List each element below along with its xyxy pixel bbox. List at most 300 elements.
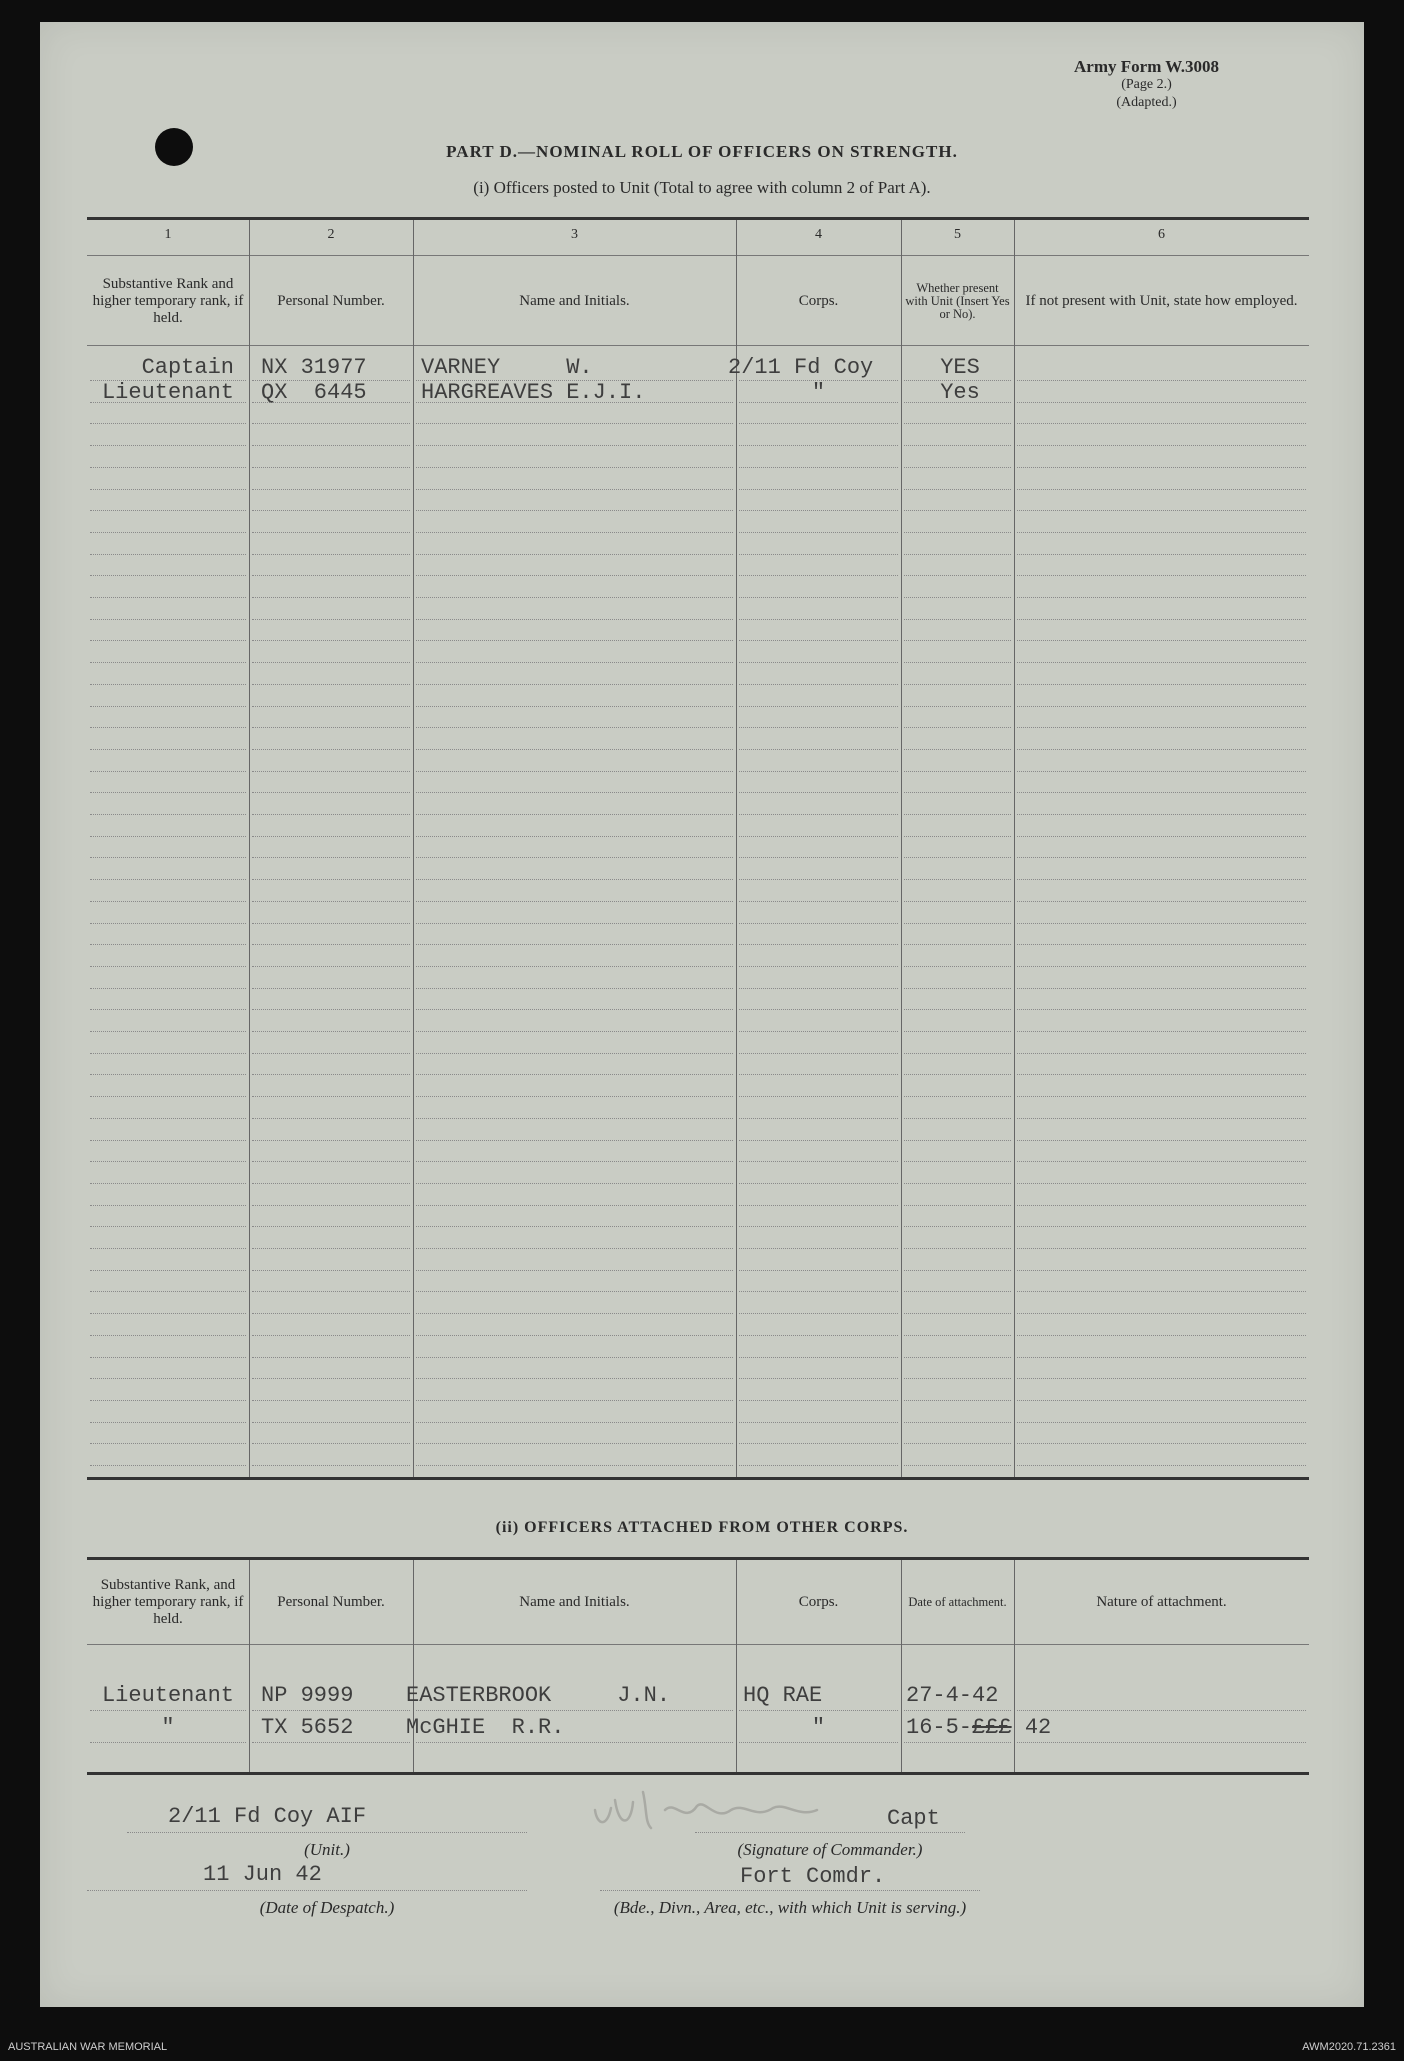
ruled-line (252, 467, 410, 468)
ruled-line (739, 792, 898, 793)
ruled-line (1017, 1248, 1306, 1249)
ruled-line (252, 1465, 410, 1466)
ruled-line (904, 1335, 1011, 1336)
ruled-line (90, 988, 246, 989)
header-corps: Corps. (798, 292, 839, 309)
ruled-line (252, 771, 410, 772)
ruled-line (252, 1357, 410, 1358)
ruled-line (904, 1465, 1011, 1466)
ruled-line (904, 923, 1011, 924)
ruled-line (252, 1710, 410, 1711)
header-personal-number: Personal Number. (277, 292, 385, 309)
ruled-line (739, 1378, 898, 1379)
ii-row-corps: " (811, 1715, 826, 1740)
ruled-line (416, 575, 733, 576)
ruled-line (739, 1226, 898, 1227)
ruled-line (90, 640, 246, 641)
part-d-subtitle: (i) Officers posted to Unit (Total to agree with column 2 of Part A). (473, 178, 931, 197)
ruled-line (904, 836, 1011, 837)
ruled-line (416, 1742, 733, 1743)
row-present: YES (940, 355, 980, 380)
part-d-col-divider (736, 220, 737, 1477)
ruled-line (416, 1074, 733, 1075)
ruled-line (904, 771, 1011, 772)
ruled-line (904, 619, 1011, 620)
header-employed: If not present with Unit, state how employed. (1025, 292, 1298, 309)
ruled-line (739, 1074, 898, 1075)
ruled-line (90, 879, 246, 880)
ruled-line (416, 445, 733, 446)
ruled-line (252, 1031, 410, 1032)
ruled-line (739, 814, 898, 815)
ruled-line (90, 1140, 246, 1141)
ii-row-rank: " (161, 1715, 175, 1740)
ruled-line (904, 575, 1011, 576)
ruled-line (739, 901, 898, 902)
ruled-line (904, 467, 1011, 468)
date-label: (Date of Despatch.) (259, 1898, 395, 1917)
unit-label: (Unit.) (304, 1840, 350, 1859)
ruled-line (90, 532, 246, 533)
part-ii-col-divider (249, 1560, 250, 1772)
header-present: Whether present with Unit (Insert Yes or No). (905, 280, 1010, 321)
signature-suffix: Capt (887, 1806, 940, 1831)
ruled-line (416, 1140, 733, 1141)
date-value: 11 Jun 42 (203, 1862, 322, 1887)
ruled-line (1017, 1335, 1306, 1336)
ii-row-date: 27-4-42 (906, 1683, 999, 1708)
ruled-line (739, 988, 898, 989)
ruled-line (739, 1422, 898, 1423)
ruled-line (739, 966, 898, 967)
ruled-line (1017, 445, 1306, 446)
ruled-line (1017, 619, 1306, 620)
header-name: Name and Initials. (519, 292, 630, 309)
ii-row-date-struck: £££ (972, 1715, 1012, 1740)
ii-row-corps: HQ RAE (743, 1683, 823, 1708)
ruled-line (904, 554, 1011, 555)
ruled-line (416, 510, 733, 511)
ruled-line (252, 1183, 410, 1184)
ruled-line (252, 879, 410, 880)
ruled-line (904, 597, 1011, 598)
ruled-line (904, 966, 1011, 967)
ruled-line (1017, 489, 1306, 490)
ruled-line (416, 423, 733, 424)
ruled-line (1017, 1096, 1306, 1097)
part-d-title: PART D.—NOMINAL ROLL OF OFFICERS ON STRENGTH. (446, 142, 958, 161)
ruled-line (739, 1357, 898, 1358)
ruled-line (1017, 988, 1306, 989)
ruled-line (90, 1742, 246, 1743)
ruled-line (1017, 1074, 1306, 1075)
ruled-line (739, 662, 898, 663)
ruled-line (252, 1742, 410, 1743)
form-adapted: (Adapted.) (1116, 95, 1177, 110)
ruled-line (739, 944, 898, 945)
ruled-line (90, 706, 246, 707)
ruled-line (904, 901, 1011, 902)
ruled-line (1017, 402, 1306, 403)
ruled-line (416, 1378, 733, 1379)
part-d-col-divider (901, 220, 902, 1477)
ruled-line (252, 944, 410, 945)
ruled-line (739, 1335, 898, 1336)
ruled-line (739, 1183, 898, 1184)
ruled-line (739, 1465, 898, 1466)
ruled-line (416, 489, 733, 490)
ruled-line (90, 1031, 246, 1032)
ruled-line (739, 1313, 898, 1314)
ruled-line (739, 640, 898, 641)
ruled-line (739, 1291, 898, 1292)
ruled-line (1017, 1422, 1306, 1423)
ruled-line (416, 684, 733, 685)
ruled-line (252, 1443, 410, 1444)
form-page: (Page 2.) (1121, 77, 1172, 92)
ruled-line (416, 1291, 733, 1292)
ruled-line (1017, 532, 1306, 533)
ruled-line (739, 1710, 898, 1711)
ruled-line (904, 814, 1011, 815)
ruled-line (416, 836, 733, 837)
ruled-line (252, 575, 410, 576)
ruled-line (739, 1009, 898, 1010)
ruled-line (416, 1422, 733, 1423)
ruled-line (90, 727, 246, 728)
ruled-line (904, 1270, 1011, 1271)
part-ii-bottom-rule (87, 1772, 1309, 1775)
part-ii-header-rule (87, 1644, 1309, 1645)
part-d-col-divider (413, 220, 414, 1477)
ruled-line (252, 1053, 410, 1054)
ruled-line (1017, 1031, 1306, 1032)
ruled-line (1017, 684, 1306, 685)
ruled-line (1017, 706, 1306, 707)
part-ii-title: (ii) OFFICERS ATTACHED FROM OTHER CORPS. (495, 1519, 909, 1536)
ruled-line (90, 944, 246, 945)
ruled-line (739, 1270, 898, 1271)
ruled-line (416, 532, 733, 533)
ruled-line (90, 1161, 246, 1162)
ruled-line (252, 1248, 410, 1249)
ii-row-name: EASTERBROOK J.N. (406, 1683, 671, 1708)
ruled-line (416, 1161, 733, 1162)
ruled-line (416, 640, 733, 641)
col-number: 4 (815, 227, 822, 242)
part-ii-col-divider (901, 1560, 902, 1772)
ii-row-name: McGHIE R.R. (406, 1715, 565, 1740)
ruled-line (1017, 771, 1306, 772)
ruled-line (252, 1422, 410, 1423)
ruled-line (90, 662, 246, 663)
ruled-line (252, 489, 410, 490)
ruled-line (90, 445, 246, 446)
ruled-line (739, 532, 898, 533)
ruled-line (416, 1270, 733, 1271)
ruled-line (90, 684, 246, 685)
ruled-line (904, 489, 1011, 490)
ruled-line (252, 554, 410, 555)
ruled-line (252, 1140, 410, 1141)
ruled-line (904, 1183, 1011, 1184)
row-corps: 2/11 Fd Coy (728, 355, 874, 380)
row-name: VARNEY W. (421, 355, 593, 380)
ii-row-date: 16-5- (906, 1715, 973, 1740)
ruled-line (739, 771, 898, 772)
ruled-line (904, 1118, 1011, 1119)
ruled-line (739, 597, 898, 598)
ruled-line (739, 749, 898, 750)
ruled-line (252, 749, 410, 750)
ruled-line (739, 879, 898, 880)
ruled-line (416, 662, 733, 663)
ruled-line (416, 1183, 733, 1184)
ruled-line (252, 619, 410, 620)
ruled-line (90, 1118, 246, 1119)
ruled-line (904, 640, 1011, 641)
ruled-line (90, 1270, 246, 1271)
part-ii-top-rule (87, 1557, 1309, 1560)
ruled-line (252, 640, 410, 641)
ruled-line (739, 510, 898, 511)
header-rank: Substantive Rank and higher temporary rank, if held. (92, 275, 244, 326)
signature-dotted-line (695, 1832, 965, 1833)
ruled-line (252, 1400, 410, 1401)
ruled-line (416, 619, 733, 620)
ruled-line (252, 1161, 410, 1162)
ruled-line (252, 532, 410, 533)
ruled-line (739, 1443, 898, 1444)
ruled-line (904, 510, 1011, 511)
ruled-line (739, 1118, 898, 1119)
ruled-line (1017, 792, 1306, 793)
ruled-line (1017, 1140, 1306, 1141)
ruled-line (90, 901, 246, 902)
ii-row-date-end: 42 (1011, 1715, 1052, 1740)
ii-row-personal-number: TX 5652 (261, 1715, 354, 1740)
ruled-line (90, 1443, 246, 1444)
ruled-line (416, 1443, 733, 1444)
ruled-line (904, 445, 1011, 446)
ruled-line (252, 684, 410, 685)
ii-header-name: Name and Initials. (519, 1593, 630, 1610)
ruled-line (416, 1335, 733, 1336)
ruled-line (90, 1313, 246, 1314)
ruled-line (904, 792, 1011, 793)
ruled-line (416, 901, 733, 902)
ruled-line (739, 445, 898, 446)
ruled-line (739, 706, 898, 707)
ruled-line (1017, 1183, 1306, 1184)
ruled-line (739, 423, 898, 424)
ruled-line (416, 857, 733, 858)
ruled-line (904, 749, 1011, 750)
form-number: Army Form W.3008 (1074, 57, 1219, 76)
ruled-line (1017, 923, 1306, 924)
ruled-line (416, 923, 733, 924)
ruled-line (739, 923, 898, 924)
ruled-line (90, 771, 246, 772)
ruled-line (252, 662, 410, 663)
part-d-header-rule (87, 345, 1309, 346)
ruled-line (739, 1248, 898, 1249)
ruled-line (252, 706, 410, 707)
ruled-line (90, 1096, 246, 1097)
ruled-line (904, 1226, 1011, 1227)
ruled-line (904, 1205, 1011, 1206)
ruled-line (416, 771, 733, 772)
ruled-line (416, 814, 733, 815)
ruled-line (904, 1031, 1011, 1032)
ruled-line (416, 1710, 733, 1711)
part-ii-col-divider (1014, 1560, 1015, 1772)
ruled-line (739, 1742, 898, 1743)
ruled-line (252, 1378, 410, 1379)
ruled-line (416, 1357, 733, 1358)
ruled-line (416, 1096, 733, 1097)
ruled-line (739, 1400, 898, 1401)
ruled-line (416, 944, 733, 945)
ruled-line (1017, 380, 1306, 381)
ruled-line (739, 1096, 898, 1097)
ruled-line (416, 1465, 733, 1466)
row-present: Yes (940, 380, 980, 405)
ruled-line (252, 1205, 410, 1206)
ruled-line (90, 923, 246, 924)
ruled-line (252, 901, 410, 902)
ruled-line (739, 1053, 898, 1054)
ruled-line (1017, 1118, 1306, 1119)
ruled-line (1017, 966, 1306, 967)
ruled-line (90, 1710, 246, 1711)
ruled-line (252, 727, 410, 728)
ruled-line (1017, 1161, 1306, 1162)
ii-header-date: Date of attachment. (908, 1594, 1007, 1609)
row-personal-number: NX 31977 (261, 355, 367, 380)
ruled-line (90, 1074, 246, 1075)
ruled-line (1017, 554, 1306, 555)
ruled-line (1017, 1742, 1306, 1743)
ruled-line (739, 575, 898, 576)
ruled-line (739, 1031, 898, 1032)
col-number: 3 (571, 227, 578, 242)
date-dotted-line (87, 1890, 527, 1891)
ruled-line (90, 1465, 246, 1466)
ruled-line (416, 1400, 733, 1401)
ruled-line (904, 1140, 1011, 1141)
row-personal-number: QX 6445 (261, 380, 367, 405)
ruled-line (252, 423, 410, 424)
ruled-line (252, 1270, 410, 1271)
ruled-line (739, 684, 898, 685)
ruled-line (739, 1140, 898, 1141)
ruled-line (1017, 597, 1306, 598)
ruled-line (739, 467, 898, 468)
ii-row-personal-number: NP 9999 (261, 1683, 354, 1708)
ruled-line (904, 857, 1011, 858)
ruled-line (904, 1378, 1011, 1379)
ruled-line (90, 966, 246, 967)
ruled-line (90, 1422, 246, 1423)
ruled-line (252, 1096, 410, 1097)
ruled-line (90, 1357, 246, 1358)
ruled-line (252, 836, 410, 837)
ruled-line (416, 1313, 733, 1314)
ruled-line (904, 1291, 1011, 1292)
ruled-line (904, 1357, 1011, 1358)
ruled-line (90, 857, 246, 858)
ruled-line (90, 1226, 246, 1227)
ruled-line (416, 727, 733, 728)
ruled-line (416, 879, 733, 880)
ruled-line (1017, 1291, 1306, 1292)
ruled-line (904, 1096, 1011, 1097)
ruled-line (416, 1118, 733, 1119)
ruled-line (252, 1291, 410, 1292)
ruled-line (90, 1248, 246, 1249)
ruled-line (1017, 836, 1306, 837)
ruled-line (90, 510, 246, 511)
ruled-line (252, 510, 410, 511)
ruled-line (90, 749, 246, 750)
part-d-number-rule (87, 255, 1309, 256)
ruled-line (252, 1335, 410, 1336)
ruled-line (416, 792, 733, 793)
ruled-line (739, 1161, 898, 1162)
ruled-line (90, 1335, 246, 1336)
ruled-line (90, 597, 246, 598)
ruled-line (1017, 1313, 1306, 1314)
ii-row-rank: Lieutenant (101, 1683, 234, 1708)
ruled-line (416, 1248, 733, 1249)
ruled-line (904, 988, 1011, 989)
ruled-line (416, 597, 733, 598)
credit-left: AUSTRALIAN WAR MEMORIAL (8, 2041, 168, 2053)
bde-label: (Bde., Divn., Area, etc., with which Unit is serving.) (613, 1898, 967, 1917)
ruled-line (1017, 1710, 1306, 1711)
ruled-line (1017, 423, 1306, 424)
ruled-line (252, 988, 410, 989)
ii-row-date-group (906, 1715, 1051, 1740)
ruled-line (1017, 1009, 1306, 1010)
ruled-line (90, 836, 246, 837)
ruled-line (1017, 727, 1306, 728)
ruled-line (739, 857, 898, 858)
ii-header-rank: Substantive Rank, and higher temporary rank, if held. (92, 1576, 244, 1627)
ruled-line (904, 879, 1011, 880)
signature-label: (Signature of Commander.) (737, 1840, 923, 1859)
row-corps: " (811, 380, 826, 405)
ruled-line (739, 727, 898, 728)
ruled-line (252, 1313, 410, 1314)
ruled-line (416, 467, 733, 468)
ruled-line (416, 1205, 733, 1206)
col-number: 2 (327, 227, 335, 242)
ruled-line (1017, 1443, 1306, 1444)
ruled-line (904, 1422, 1011, 1423)
row-rank: Captain (141, 355, 234, 380)
col-number: 1 (164, 227, 172, 242)
ruled-line (904, 1161, 1011, 1162)
ruled-line (416, 1009, 733, 1010)
ruled-line (252, 857, 410, 858)
ruled-line (416, 988, 733, 989)
ruled-line (1017, 1226, 1306, 1227)
ruled-line (416, 1031, 733, 1032)
bde-value: Fort Comdr. (740, 1864, 886, 1889)
ruled-line (1017, 1400, 1306, 1401)
